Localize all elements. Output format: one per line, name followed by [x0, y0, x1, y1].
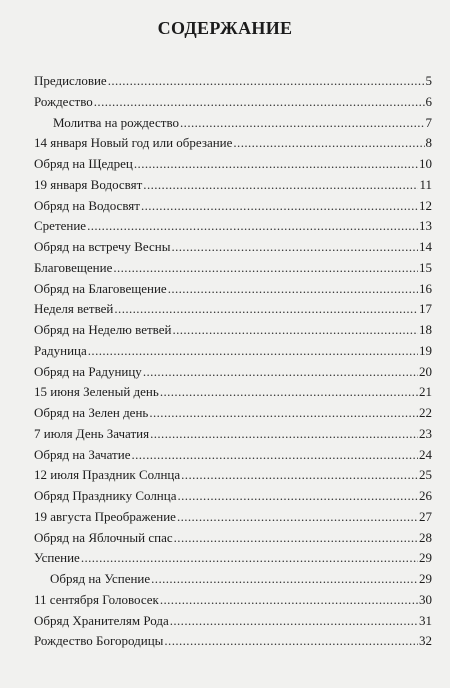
toc-entry — [34, 467, 432, 488]
toc-entry-title: 14 января Новый год или обрезание — [34, 135, 233, 151]
toc-page-number: 12 — [419, 197, 432, 213]
toc-page-number: 26 — [419, 488, 432, 503]
toc-leader-dots — [114, 301, 418, 317]
toc-page-number: 17 — [419, 301, 432, 317]
toc-page-number: 13 — [419, 218, 432, 234]
toc-entry-title: 11 сентября Головосек — [34, 591, 159, 607]
toc-entry-title: Обряд на Водосвят — [34, 197, 140, 213]
toc-leader-dots — [149, 405, 418, 421]
toc-entry — [34, 530, 432, 551]
toc-entry — [34, 509, 432, 530]
toc-entry — [34, 488, 432, 509]
toc-entry — [34, 260, 432, 281]
toc-entry-title: Обряд на Благовещение — [34, 280, 167, 296]
toc-entry-title: Обряд на Радуницу — [34, 363, 142, 379]
toc-entry-title: Обряд на Неделю ветвей — [34, 322, 172, 337]
toc-entry-title: Успение — [34, 550, 80, 566]
toc-entry-title: Обряд на Щедрец — [34, 156, 133, 171]
toc-entry — [34, 239, 432, 260]
toc-page-number: 7 — [425, 114, 432, 130]
page-title: СОДЕРЖАНИЕ — [157, 18, 293, 38]
toc-entry — [34, 73, 432, 94]
toc-leader-dots — [94, 94, 425, 110]
toc-entry-title: Рождество — [34, 93, 93, 109]
toc-entry — [34, 301, 432, 322]
toc-entry — [34, 198, 432, 219]
toc-leader-dots — [160, 384, 418, 400]
toc-leader-dots — [87, 218, 418, 234]
toc-entry — [34, 156, 432, 177]
toc-page-number: 23 — [419, 425, 432, 441]
toc-page-number: 11 — [419, 176, 432, 192]
toc-entry — [34, 550, 432, 571]
toc-leader-dots — [168, 281, 418, 297]
toc-page-number: 20 — [419, 363, 432, 379]
toc-entry-title: Обряд на Успение — [50, 571, 151, 586]
toc-page-number: 31 — [419, 612, 432, 628]
toc-entry — [34, 426, 432, 447]
toc-page-number: 18 — [419, 322, 432, 337]
toc-leader-dots — [172, 322, 418, 338]
toc-leader-dots — [170, 613, 418, 629]
toc-leader-dots — [141, 198, 418, 214]
toc-leader-dots — [134, 156, 418, 172]
toc-leader-dots — [143, 177, 418, 193]
toc-page-number: 30 — [419, 591, 432, 607]
toc-leader-dots — [108, 73, 425, 89]
toc-page-number: 8 — [425, 135, 432, 151]
toc-entry — [34, 322, 432, 343]
toc-entry-title: 7 июля День Зачатия — [34, 425, 150, 441]
toc-leader-dots — [160, 592, 418, 608]
toc-entry — [34, 447, 432, 468]
toc-entry-title: Обряд Хранителям Рода — [34, 612, 169, 628]
toc-leader-dots — [131, 447, 418, 463]
toc-leader-dots — [164, 633, 418, 649]
toc-page-number: 29 — [419, 571, 432, 586]
toc-entry-title: Радуница — [34, 342, 87, 358]
toc-entry-title: Благовещение — [34, 259, 113, 275]
toc-entry — [34, 592, 432, 613]
toc-entry-title: Рождество Богородицы — [34, 633, 164, 649]
toc-entry — [34, 343, 432, 364]
toc-entry — [34, 177, 432, 198]
toc-leader-dots — [143, 364, 418, 380]
toc-entry-title: Обряд Празднику Солнца — [34, 488, 177, 503]
toc-entry-title: 19 августа Преображение — [34, 508, 176, 524]
toc-page-number: 19 — [419, 342, 432, 358]
toc-leader-dots — [171, 239, 418, 255]
toc-page-number: 24 — [419, 446, 432, 462]
toc-leader-dots — [177, 509, 418, 525]
toc-page-number: 28 — [419, 529, 432, 545]
toc-page-number: 29 — [419, 550, 432, 566]
toc-entry-title: Обряд на Яблочный спас — [34, 529, 173, 545]
toc-entry-title: Предисловие — [34, 73, 107, 88]
toc-entry — [34, 135, 432, 156]
toc-leader-dots — [150, 426, 418, 442]
toc-page-number: 10 — [419, 156, 432, 171]
toc-entry-title: Обряд на Зелен день — [34, 405, 149, 420]
toc-page-number: 5 — [425, 73, 432, 88]
toc-entry — [34, 633, 432, 654]
toc-page-number: 25 — [419, 467, 432, 483]
toc-entry-title: Неделя ветвей — [34, 301, 114, 317]
toc-page-number: 27 — [419, 508, 432, 524]
toc-entry-title: 12 июля Праздник Солнца — [34, 467, 181, 483]
toc-entry — [34, 613, 432, 634]
toc-entry — [34, 571, 432, 592]
toc-page-number: 21 — [419, 384, 432, 400]
toc-leader-dots — [174, 530, 418, 546]
toc-entry — [34, 115, 432, 136]
toc-page-number: 16 — [419, 280, 432, 296]
toc-entry — [34, 384, 432, 405]
toc-entry-title: 15 июня Зеленый день — [34, 384, 159, 400]
toc-entry — [34, 364, 432, 385]
toc-entry — [34, 94, 432, 115]
toc-entry — [34, 218, 432, 239]
table-of-contents — [34, 73, 432, 654]
toc-entry-title: 19 января Водосвят — [34, 176, 143, 192]
toc-page-number: 32 — [419, 633, 432, 649]
toc-leader-dots — [151, 571, 418, 587]
toc-entry — [34, 281, 432, 302]
toc-page-number: 15 — [419, 259, 432, 275]
toc-page-number: 22 — [419, 405, 432, 420]
toc-leader-dots — [180, 115, 424, 131]
toc-entry-title: Молитва на рождество — [53, 114, 180, 130]
toc-leader-dots — [178, 488, 419, 504]
toc-entry-title: Сретение — [34, 218, 87, 234]
toc-entry — [34, 405, 432, 426]
toc-entry-title: Обряд на встречу Весны — [34, 239, 171, 254]
toc-leader-dots — [233, 135, 424, 151]
toc-leader-dots — [81, 550, 418, 566]
toc-entry-title: Обряд на Зачатие — [34, 446, 131, 462]
toc-leader-dots — [181, 467, 418, 483]
toc-leader-dots — [113, 260, 418, 276]
toc-leader-dots — [88, 343, 418, 359]
toc-page-number: 14 — [419, 239, 432, 254]
toc-page-number: 6 — [425, 93, 432, 109]
